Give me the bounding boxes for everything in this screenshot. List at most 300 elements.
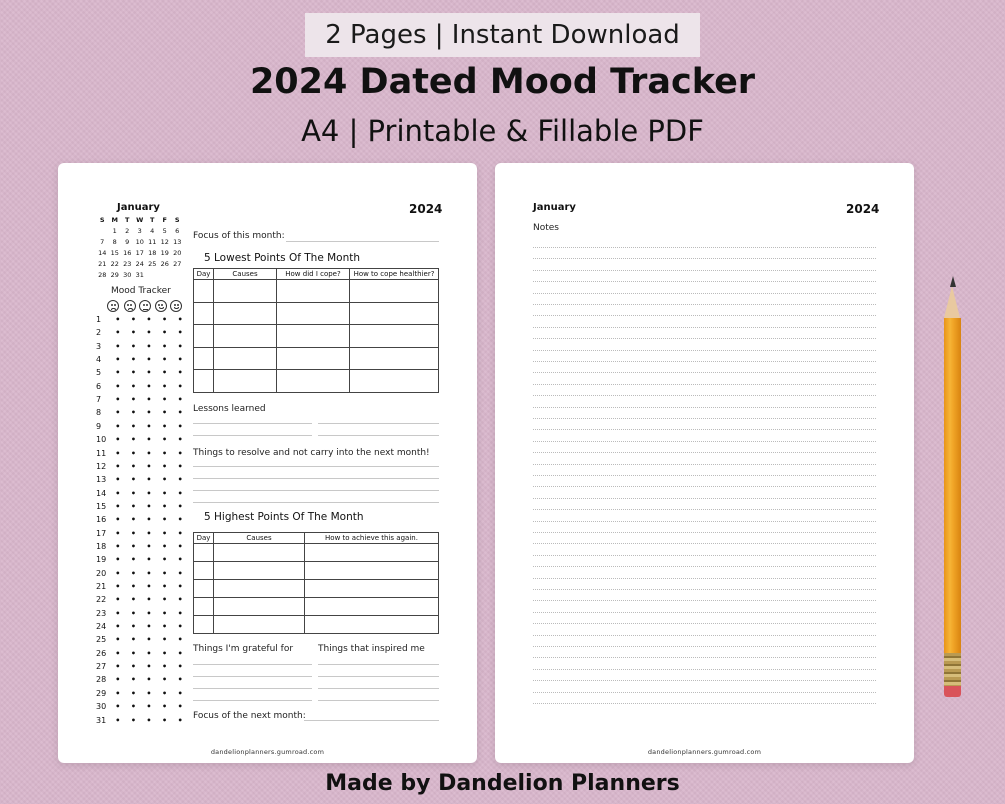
mood-dot[interactable]: •	[177, 555, 183, 565]
mood-dot[interactable]: •	[162, 595, 168, 605]
mood-dot[interactable]: •	[146, 662, 152, 672]
resolve-line[interactable]	[193, 490, 439, 491]
day-number: 23	[96, 608, 107, 618]
mood-dot[interactable]: •	[177, 515, 183, 525]
mood-dot[interactable]: •	[177, 568, 183, 578]
mood-dot[interactable]: •	[130, 355, 136, 365]
notes-line[interactable]	[533, 612, 876, 613]
grateful-line[interactable]	[193, 676, 312, 677]
mood-dot[interactable]: •	[177, 421, 183, 431]
mood-dot[interactable]: •	[115, 515, 121, 525]
table-row	[194, 370, 439, 393]
mood-dot[interactable]: •	[130, 341, 136, 351]
calendar-day: 17	[135, 249, 144, 257]
mood-dot[interactable]: •	[162, 488, 168, 498]
mood-dot[interactable]: •	[115, 568, 121, 578]
notes-line[interactable]	[533, 669, 876, 670]
table-cell[interactable]	[350, 280, 439, 303]
resolve-line[interactable]	[193, 478, 439, 479]
mood-dot[interactable]: •	[130, 395, 136, 405]
notes-line[interactable]	[533, 521, 876, 522]
mood-dot[interactable]: •	[130, 381, 136, 391]
resolve-line[interactable]	[193, 466, 439, 467]
mood-dot[interactable]: •	[146, 555, 152, 565]
notes-line[interactable]	[533, 600, 876, 601]
table-cell[interactable]	[305, 598, 439, 616]
mood-dot[interactable]: •	[130, 555, 136, 565]
mood-dot[interactable]: •	[162, 368, 168, 378]
notes-line[interactable]	[533, 532, 876, 533]
notes-line[interactable]	[533, 258, 876, 259]
mood-dot[interactable]: •	[115, 528, 121, 538]
mood-dot[interactable]: •	[146, 408, 152, 418]
notes-line[interactable]	[533, 543, 876, 544]
mood-dot[interactable]: •	[162, 501, 168, 511]
table-cell[interactable]	[350, 325, 439, 348]
mood-dot[interactable]: •	[162, 341, 168, 351]
mood-tracker-row	[96, 649, 191, 661]
mood-dot[interactable]: •	[115, 635, 121, 645]
mood-dot[interactable]: •	[146, 635, 152, 645]
notes-line[interactable]	[533, 646, 876, 647]
mood-tracker-title: Mood Tracker	[111, 286, 171, 296]
resolve-line[interactable]	[193, 502, 439, 503]
mood-dot[interactable]: •	[130, 702, 136, 712]
very-happy-face-icon	[170, 300, 182, 312]
calendar-day: 20	[173, 249, 182, 257]
mood-dot[interactable]: •	[146, 648, 152, 658]
calendar-day	[159, 271, 172, 280]
lessons-line[interactable]	[318, 435, 439, 436]
mood-dot[interactable]: •	[146, 395, 152, 405]
mood-dot[interactable]: •	[130, 541, 136, 551]
calendar-day: 31	[135, 271, 144, 279]
mood-dot[interactable]: •	[115, 315, 121, 324]
mood-dot[interactable]: •	[162, 622, 168, 632]
table-cell[interactable]	[214, 302, 277, 325]
notes-line[interactable]	[533, 315, 876, 316]
mood-dot[interactable]: •	[115, 435, 121, 445]
mood-dot[interactable]: •	[130, 528, 136, 538]
mood-dot[interactable]: •	[162, 475, 168, 485]
table-row	[194, 562, 439, 580]
mood-dot[interactable]: •	[162, 582, 168, 591]
notes-line[interactable]	[533, 350, 876, 351]
calendar-day: 3	[137, 227, 142, 235]
mood-dot[interactable]: •	[162, 421, 168, 431]
grateful-line[interactable]	[193, 688, 312, 689]
mood-dot[interactable]: •	[162, 608, 168, 618]
focus-this-month-field[interactable]	[286, 241, 439, 242]
mood-dot[interactable]: •	[146, 368, 152, 378]
mood-dot[interactable]: •	[130, 715, 136, 725]
mood-dot[interactable]: •	[130, 515, 136, 525]
notes-line[interactable]	[533, 338, 876, 339]
mood-dot[interactable]: •	[115, 648, 121, 658]
mood-dot[interactable]: •	[162, 635, 168, 645]
mood-dot[interactable]: •	[177, 595, 183, 605]
mood-dot[interactable]: •	[177, 475, 183, 485]
mood-dot[interactable]: •	[130, 675, 136, 685]
notes-line[interactable]	[533, 293, 876, 294]
mood-dot[interactable]: •	[146, 515, 152, 525]
left-website-footer: dandelionplanners.gumroad.com	[210, 748, 325, 756]
mood-dot[interactable]: •	[177, 395, 183, 405]
lowest-col-cope: How did I cope?	[277, 269, 350, 280]
mood-dot[interactable]: •	[130, 635, 136, 645]
calendar-day: 9	[125, 238, 130, 246]
table-cell[interactable]	[214, 598, 305, 616]
mood-dot[interactable]: •	[177, 341, 183, 351]
table-cell[interactable]	[194, 347, 214, 370]
mood-dot[interactable]: •	[146, 528, 152, 538]
table-cell[interactable]	[277, 280, 350, 303]
notes-line[interactable]	[533, 486, 876, 487]
table-cell[interactable]	[214, 370, 277, 393]
table-cell[interactable]	[194, 598, 214, 616]
mood-dot[interactable]: •	[115, 541, 121, 551]
mood-dot[interactable]: •	[130, 475, 136, 485]
notes-line[interactable]	[533, 372, 876, 373]
mood-dot[interactable]: •	[130, 461, 136, 471]
calendar-day: 14	[98, 249, 107, 257]
notes-line[interactable]	[533, 441, 876, 442]
mood-dot[interactable]: •	[115, 381, 121, 391]
lowest-col-cope-healthier: How to cope healthier?	[350, 269, 439, 280]
mood-dot[interactable]: •	[162, 515, 168, 525]
mood-dot[interactable]: •	[177, 541, 183, 551]
table-cell[interactable]	[277, 325, 350, 348]
mood-dot[interactable]: •	[146, 488, 152, 498]
mood-dot[interactable]: •	[115, 662, 121, 672]
mood-dot[interactable]: •	[115, 341, 121, 351]
table-cell[interactable]	[305, 544, 439, 562]
mood-dot[interactable]: •	[177, 528, 183, 538]
mood-dot[interactable]: •	[177, 582, 183, 591]
mood-dot[interactable]: •	[146, 448, 152, 458]
notes-line[interactable]	[533, 464, 876, 465]
lessons-line[interactable]	[318, 423, 439, 424]
mood-dot[interactable]: •	[162, 568, 168, 578]
mood-dot[interactable]: •	[146, 435, 152, 445]
mood-dot[interactable]: •	[130, 622, 136, 632]
table-cell[interactable]	[194, 544, 214, 562]
notes-line[interactable]	[533, 509, 876, 510]
table-cell[interactable]	[214, 580, 305, 598]
notes-line[interactable]	[533, 281, 876, 282]
mood-dot[interactable]: •	[130, 608, 136, 618]
notes-line[interactable]	[533, 327, 876, 328]
mood-dot[interactable]: •	[130, 688, 136, 698]
mood-tracker-row	[96, 355, 191, 367]
mood-dot[interactable]: •	[177, 501, 183, 511]
day-number: 22	[96, 595, 107, 605]
mood-dot[interactable]: •	[162, 395, 168, 405]
mood-dot[interactable]: •	[162, 541, 168, 551]
mood-tracker-row	[96, 449, 191, 461]
table-cell[interactable]	[214, 562, 305, 580]
inspired-line[interactable]	[318, 700, 439, 701]
mood-dot[interactable]: •	[115, 608, 121, 618]
table-cell[interactable]	[194, 616, 214, 634]
mood-faces-row	[58, 300, 198, 314]
mood-dot[interactable]: •	[146, 582, 152, 591]
grateful-line[interactable]	[193, 700, 312, 701]
inspired-line[interactable]	[318, 688, 439, 689]
mood-dot[interactable]: •	[146, 595, 152, 605]
mood-dot[interactable]: •	[130, 595, 136, 605]
top-banner: 2 Pages | Instant Download	[305, 13, 700, 57]
mood-dot[interactable]: •	[162, 688, 168, 698]
mood-dot[interactable]: •	[115, 328, 121, 338]
day-number: 10	[96, 435, 107, 445]
mood-dot[interactable]: •	[177, 635, 183, 645]
right-notes-page	[495, 163, 914, 763]
mood-tracker-row	[96, 662, 191, 674]
mood-dot[interactable]: •	[162, 328, 168, 338]
mood-dot[interactable]: •	[177, 702, 183, 712]
table-cell[interactable]	[214, 347, 277, 370]
mood-dot[interactable]: •	[130, 368, 136, 378]
mood-dot[interactable]: •	[162, 715, 168, 725]
mood-dot[interactable]: •	[115, 622, 121, 632]
mood-dot[interactable]: •	[115, 475, 121, 485]
mood-dot[interactable]: •	[115, 408, 121, 418]
table-row	[194, 280, 439, 303]
mood-tracker-row	[96, 622, 191, 634]
mood-dot[interactable]: •	[162, 381, 168, 391]
highest-points-table	[193, 532, 439, 634]
mood-dot[interactable]: •	[177, 328, 183, 338]
mood-dot[interactable]: •	[146, 381, 152, 391]
notes-line[interactable]	[533, 384, 876, 385]
notes-line[interactable]	[533, 429, 876, 430]
notes-line[interactable]	[533, 680, 876, 681]
day-number: 29	[96, 688, 107, 698]
focus-next-month-field[interactable]	[304, 720, 439, 721]
notes-line[interactable]	[533, 657, 876, 658]
table-row	[194, 598, 439, 616]
notes-line[interactable]	[533, 578, 876, 579]
notes-line[interactable]	[533, 635, 876, 636]
day-number: 3	[96, 341, 102, 351]
table-cell[interactable]	[194, 280, 214, 303]
mood-dot[interactable]: •	[177, 648, 183, 658]
mood-dot[interactable]: •	[162, 315, 168, 324]
mood-dot[interactable]: •	[177, 675, 183, 685]
mood-dot[interactable]: •	[146, 715, 152, 725]
mood-dot[interactable]: •	[130, 488, 136, 498]
notes-line[interactable]	[533, 703, 876, 704]
notes-line[interactable]	[533, 452, 876, 453]
mood-dot[interactable]: •	[146, 341, 152, 351]
mood-dot[interactable]: •	[162, 448, 168, 458]
table-cell[interactable]	[305, 580, 439, 598]
table-cell[interactable]	[194, 580, 214, 598]
mood-dot[interactable]: •	[130, 408, 136, 418]
mood-dot[interactable]: •	[130, 328, 136, 338]
mood-dot[interactable]: •	[162, 528, 168, 538]
mood-dot[interactable]: •	[115, 595, 121, 605]
mood-dot[interactable]: •	[162, 461, 168, 471]
mood-dot[interactable]: •	[130, 501, 136, 511]
mood-dot[interactable]: •	[115, 421, 121, 431]
notes-line[interactable]	[533, 498, 876, 499]
mood-dot[interactable]: •	[177, 608, 183, 618]
mood-dot[interactable]: •	[115, 448, 121, 458]
notes-line[interactable]	[533, 247, 876, 248]
mood-dot[interactable]: •	[146, 475, 152, 485]
mood-dot[interactable]: •	[130, 582, 136, 591]
calendar-day: 10	[135, 238, 144, 246]
mood-dot[interactable]: •	[146, 622, 152, 632]
mood-dot[interactable]: •	[162, 435, 168, 445]
notes-line[interactable]	[533, 418, 876, 419]
lessons-line[interactable]	[193, 423, 312, 424]
notes-line[interactable]	[533, 361, 876, 362]
mood-dot[interactable]: •	[162, 648, 168, 658]
mood-dot[interactable]: •	[146, 328, 152, 338]
notes-line[interactable]	[533, 475, 876, 476]
day-number: 4	[96, 355, 102, 365]
highest-points-title: 5 Highest Points Of The Month	[204, 511, 364, 523]
mood-dot[interactable]: •	[177, 662, 183, 672]
mood-dot[interactable]: •	[177, 715, 183, 725]
mood-dot[interactable]: •	[177, 622, 183, 632]
lowest-points-table	[193, 268, 439, 393]
grateful-line[interactable]	[193, 664, 312, 665]
mood-dot[interactable]: •	[130, 648, 136, 658]
table-cell[interactable]	[305, 616, 439, 634]
day-number: 18	[96, 541, 107, 551]
table-cell[interactable]	[350, 347, 439, 370]
table-cell[interactable]	[194, 562, 214, 580]
mood-dot[interactable]: •	[115, 715, 121, 725]
mood-dot[interactable]: •	[177, 448, 183, 458]
mood-dot[interactable]: •	[130, 568, 136, 578]
mood-dot[interactable]: •	[146, 461, 152, 471]
mood-dot[interactable]: •	[115, 702, 121, 712]
table-cell[interactable]	[214, 280, 277, 303]
notes-line[interactable]	[533, 304, 876, 305]
mood-dot[interactable]: •	[177, 461, 183, 471]
day-number: 19	[96, 555, 107, 565]
notes-line[interactable]	[533, 589, 876, 590]
day-number: 26	[96, 648, 107, 658]
notes-line[interactable]	[533, 395, 876, 396]
notes-line[interactable]	[533, 270, 876, 271]
mood-dot[interactable]: •	[177, 315, 183, 324]
table-cell[interactable]	[305, 562, 439, 580]
mood-dot[interactable]: •	[162, 662, 168, 672]
mood-dot[interactable]: •	[162, 702, 168, 712]
mood-dot[interactable]: •	[115, 582, 121, 591]
mood-dot[interactable]: •	[146, 688, 152, 698]
calendar-day: 6	[175, 227, 180, 235]
mood-dot[interactable]: •	[115, 501, 121, 511]
table-cell[interactable]	[277, 370, 350, 393]
table-cell[interactable]	[214, 544, 305, 562]
neutral-face-icon	[139, 300, 151, 312]
mood-tracker-row	[96, 422, 191, 434]
mood-dot[interactable]: •	[146, 541, 152, 551]
mood-dot[interactable]: •	[115, 488, 121, 498]
day-number: 11	[96, 448, 107, 458]
mood-dot[interactable]: •	[162, 555, 168, 565]
inspired-line[interactable]	[318, 676, 439, 677]
table-cell[interactable]	[277, 347, 350, 370]
mood-dot[interactable]: •	[146, 315, 152, 324]
mood-dot[interactable]: •	[162, 408, 168, 418]
notes-line[interactable]	[533, 555, 876, 556]
mood-tracker-row	[96, 315, 191, 327]
table-cell[interactable]	[350, 370, 439, 393]
table-cell[interactable]	[214, 325, 277, 348]
mood-dot[interactable]: •	[115, 555, 121, 565]
mood-dot[interactable]: •	[130, 435, 136, 445]
table-cell[interactable]	[194, 302, 214, 325]
mood-dot[interactable]: •	[162, 675, 168, 685]
weekday-header: W	[136, 216, 144, 224]
mood-dot[interactable]: •	[146, 568, 152, 578]
mood-dot[interactable]: •	[146, 421, 152, 431]
mood-dot[interactable]: •	[115, 395, 121, 405]
day-number: 13	[96, 475, 107, 485]
mood-dot[interactable]: •	[162, 355, 168, 365]
table-cell[interactable]	[277, 302, 350, 325]
mood-dot[interactable]: •	[177, 688, 183, 698]
table-cell[interactable]	[350, 302, 439, 325]
mood-dot[interactable]: •	[146, 501, 152, 511]
mood-dot[interactable]: •	[130, 315, 136, 324]
mood-dot[interactable]: •	[130, 448, 136, 458]
mood-dot[interactable]: •	[146, 675, 152, 685]
day-number: 30	[96, 702, 107, 712]
mood-dot[interactable]: •	[177, 355, 183, 365]
table-cell[interactable]	[214, 616, 305, 634]
inspired-label: Things that inspired me	[318, 644, 425, 654]
inspired-line[interactable]	[318, 664, 439, 665]
mood-dot[interactable]: •	[115, 461, 121, 471]
mood-dot[interactable]: •	[115, 675, 121, 685]
lessons-line[interactable]	[193, 435, 312, 436]
notes-line[interactable]	[533, 566, 876, 567]
mood-dot[interactable]: •	[177, 488, 183, 498]
mood-dot[interactable]: •	[177, 435, 183, 445]
notes-line[interactable]	[533, 692, 876, 693]
mood-tracker-row	[96, 475, 191, 487]
mood-dot[interactable]: •	[146, 702, 152, 712]
notes-line[interactable]	[533, 623, 876, 624]
mood-tracker-row	[96, 529, 191, 541]
mood-dot[interactable]: •	[177, 381, 183, 391]
mood-dot[interactable]: •	[177, 408, 183, 418]
mood-dot[interactable]: •	[130, 421, 136, 431]
mood-dot[interactable]: •	[146, 608, 152, 618]
day-number: 5	[96, 368, 102, 378]
mood-dot[interactable]: •	[115, 355, 121, 365]
table-cell[interactable]	[194, 325, 214, 348]
table-cell[interactable]	[194, 370, 214, 393]
mood-dot[interactable]: •	[115, 688, 121, 698]
mood-dot[interactable]: •	[177, 368, 183, 378]
notes-line[interactable]	[533, 407, 876, 408]
mood-dot[interactable]: •	[115, 368, 121, 378]
calendar-day: 28	[98, 271, 107, 279]
product-subtitle: A4 | Printable & Fillable PDF	[301, 114, 704, 148]
mood-dot[interactable]: •	[130, 662, 136, 672]
mood-dot[interactable]: •	[146, 355, 152, 365]
